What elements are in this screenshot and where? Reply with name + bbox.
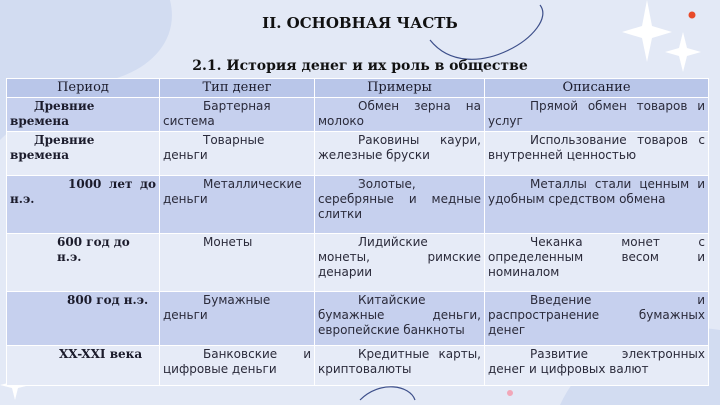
- table-row: [7, 292, 709, 346]
- subsection-heading: 2.1. История денег и их роль в обществе: [192, 58, 528, 74]
- description-cell: Чеканка монет с определенным весом и номиналом: [485, 234, 709, 292]
- period-cell: 800 год н.э.: [7, 292, 160, 346]
- period-cell: Древние времена: [7, 98, 160, 132]
- table-row: [7, 132, 709, 176]
- table-row: [7, 176, 709, 234]
- section-heading: II. ОСНОВНАЯ ЧАСТЬ: [262, 14, 458, 32]
- type-cell: Товарные деньги: [160, 132, 315, 176]
- description-cell: Развитие электронных денег и цифровых валют: [485, 346, 709, 386]
- period-cell: 1000 лет до н.э.: [7, 176, 160, 234]
- examples-cell: Лидийские монеты, римские денарии: [315, 234, 485, 292]
- description-cell: Металлы стали ценным и удобным средством обмена: [485, 176, 709, 234]
- type-cell: Банковские и цифровые деньги: [160, 346, 315, 386]
- description-cell: Использование товаров с внутренней ценностью: [485, 132, 709, 176]
- table-row: [7, 98, 709, 132]
- type-cell: Бартерная система: [160, 98, 315, 132]
- description-cell: Введение и распространение бумажных денег: [485, 292, 709, 346]
- examples-cell: Золотые, серебряные и медные слитки: [315, 176, 485, 234]
- column-header-period: Период: [7, 79, 160, 98]
- examples-cell: Китайские бумажные деньги, европейские банкноты: [315, 292, 485, 346]
- column-header-description: Описание: [485, 79, 709, 98]
- table-row: [7, 234, 709, 292]
- column-header-type: Тип денег: [160, 79, 315, 98]
- money-history-table: [6, 78, 709, 386]
- description-cell: Прямой обмен товаров и услуг: [485, 98, 709, 132]
- type-cell: Металлические деньги: [160, 176, 315, 234]
- period-cell: 600 год до н.э.: [7, 234, 160, 292]
- period-cell: XX-XXI века: [7, 346, 160, 386]
- table-header-row: [7, 79, 709, 98]
- type-cell: Монеты: [160, 234, 315, 292]
- examples-cell: Раковины каури, железные бруски: [315, 132, 485, 176]
- column-header-examples: Примеры: [315, 79, 485, 98]
- table-row: [7, 346, 709, 386]
- type-cell: Бумажные деньги: [160, 292, 315, 346]
- examples-cell: Обмен зерна на молоко: [315, 98, 485, 132]
- examples-cell: Кредитные карты, криптовалюты: [315, 346, 485, 386]
- period-cell: Древние времена: [7, 132, 160, 176]
